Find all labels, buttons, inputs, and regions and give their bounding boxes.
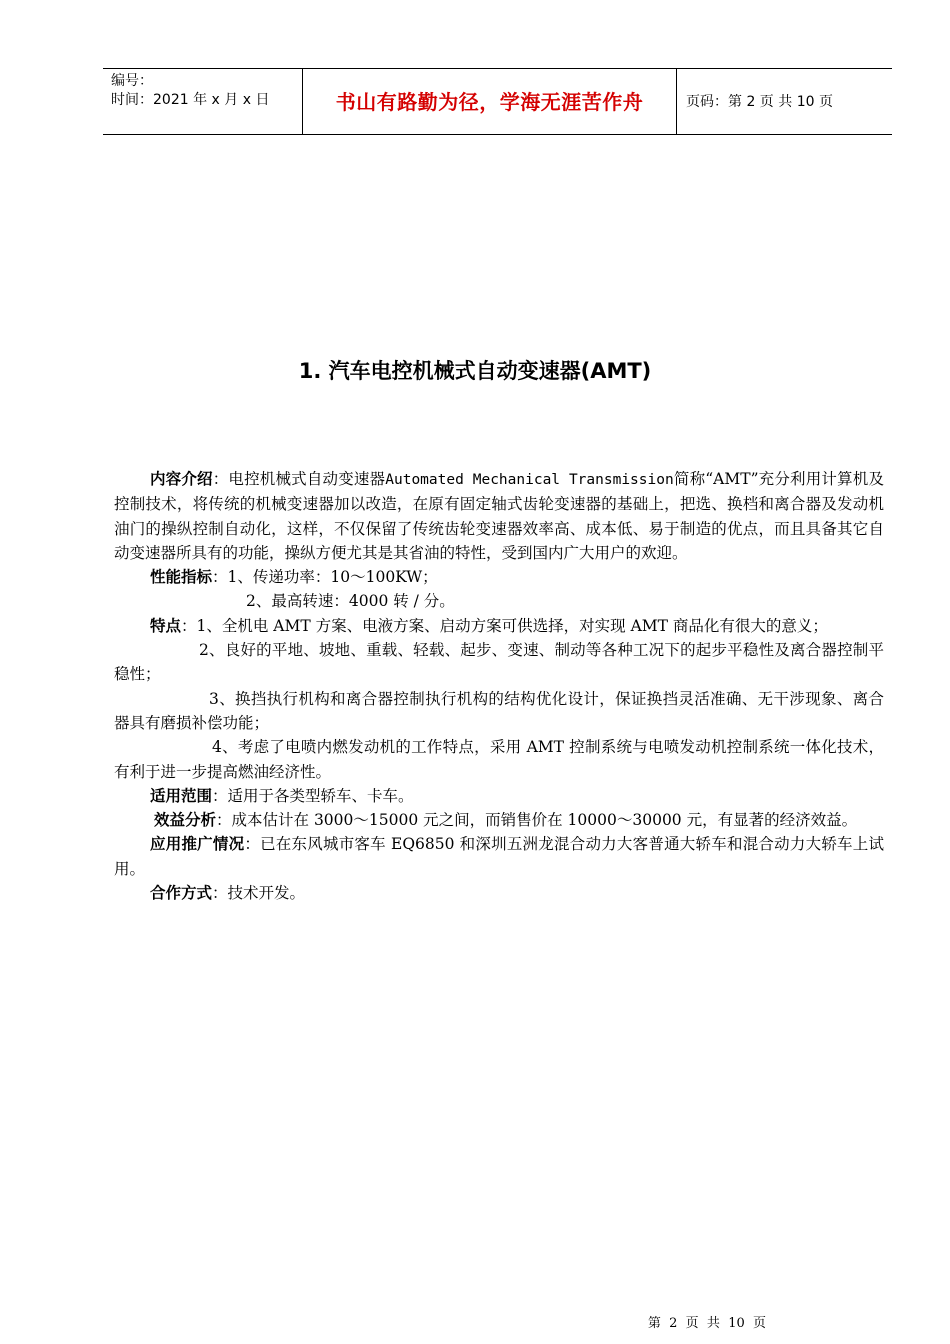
number-label: 编号：	[111, 73, 153, 89]
features-item-4: 4、考虑了电喷内燃发动机的工作特点，采用 AMT 控制系统与电喷发动机控制系统一体化技术，有利于进一步提高燃油经济性。	[114, 738, 884, 781]
intro-text-b: 简称“AMT”充分利用计算机及控制技术，将传统的机械变速器加以改造，在原有固定轴式齿轮变速器的基础上，把选、换档和离合器及发动机油门的操纵控制自动化，这样，不仅保留了传统齿轮变速器效率高、成本低、易于制造的优点，而且具备其它自动变速器所具有的功能，操纵方便尤其是其省油的特性，受到国内广大用户的欢迎。	[114, 470, 884, 562]
header-page-label: 页码：第 2 页 共 10 页	[686, 94, 833, 110]
cooperation-paragraph	[114, 881, 884, 905]
features-item-3: 3、换挡执行机构和离合器控制执行机构的结构优化设计，保证换挡灵活准确、无干涉现象、离合器具有磨损补偿功能；	[114, 689, 884, 732]
features-item-2: 2、良好的平地、坡地、重载、轻载、起步、变速、制动等各种工况下的起步平稳性及离合器控制平稳性；	[114, 641, 884, 684]
time-label: 时间：2021 年 x 月 x 日	[111, 92, 270, 108]
application-text: ：已在东风城市客车 EQ6850 和深圳五洲龙混合动力大客普通大轿车和混合动力大轿车上试用。	[114, 835, 884, 878]
scope-text: ：适用于各类型轿车、卡车。	[212, 786, 414, 805]
features-text-1: ：1、全机电 AMT 方案、电液方案、启动方案可供选择，对实现 AMT 商品化有很大的意义；	[181, 616, 828, 635]
benefit-label: 效益分析	[154, 811, 217, 830]
header-motto: 书山有路勤为径，学海无涯苦作舟	[303, 69, 677, 134]
intro-label: 内容介绍	[150, 470, 213, 488]
page-header	[103, 68, 892, 135]
benefit-paragraph	[114, 808, 884, 832]
performance-text-1: ：1、传递功率：10～100KW；	[212, 568, 438, 587]
cooperation-text: ：技术开发。	[212, 884, 306, 903]
intro-text-english: Automated Mechanical Transmission	[385, 472, 674, 488]
intro-paragraph	[114, 467, 884, 565]
cooperation-label: 合作方式	[150, 884, 213, 903]
document-title: 1. 汽车电控机械式自动变速器(AMT)	[298, 359, 652, 383]
header-meta	[103, 69, 303, 134]
application-label: 应用推广情况	[150, 835, 245, 854]
features-label: 特点	[150, 616, 182, 635]
performance-item-1	[114, 565, 884, 589]
features-item-1	[114, 614, 884, 638]
performance-item-2: 2、最高转速：4000 转 / 分。	[246, 592, 455, 611]
scope-label: 适用范围	[150, 786, 213, 805]
performance-label: 性能指标	[150, 568, 213, 587]
application-paragraph	[114, 832, 884, 881]
document-body	[114, 467, 884, 905]
intro-text-a: ：电控机械式自动变速器	[212, 470, 386, 488]
page-footer: 第 2 页 共 10 页	[647, 1316, 766, 1331]
benefit-text: ：成本估计在 3000～15000 元之间，而销售价在 10000～30000 元，有显著的经济效益。	[216, 811, 858, 830]
scope-paragraph	[114, 784, 884, 808]
